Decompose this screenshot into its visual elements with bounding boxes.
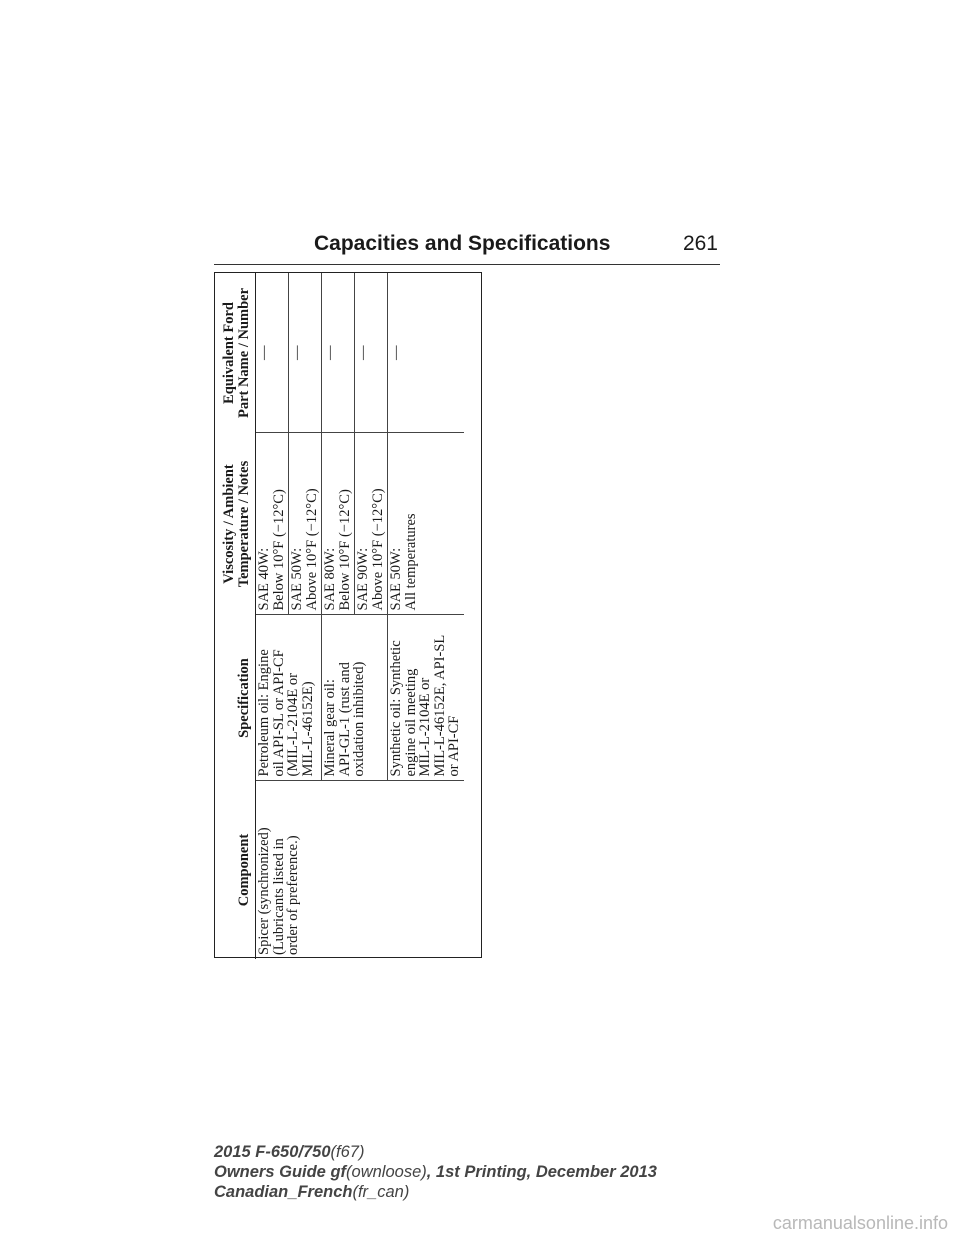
- spec-cell-mineral: Mineral gear oil: API-GL-1 (rust and oxidation inhibited): [322, 615, 388, 781]
- column-header-specification: Specification: [215, 615, 256, 781]
- part-number-cell: —: [256, 273, 289, 433]
- column-header-part-number: Equivalent Ford Part Name / Number: [215, 273, 256, 433]
- section-title: Capacities and Specifications: [314, 232, 611, 255]
- spec-table: [215, 273, 464, 959]
- lubricant-spec-table: [214, 272, 482, 958]
- viscosity-cell: SAE 80W: Below 10°F (−12°C): [322, 433, 355, 615]
- viscosity-cell: SAE 50W: Above 10°F (−12°C): [289, 433, 322, 615]
- rotated-table-container: [215, 273, 483, 959]
- component-cell: Spicer (synchronized) (Lubricants listed in order of preference.): [256, 781, 464, 959]
- table-row: [256, 273, 289, 959]
- page-number: 261: [682, 232, 718, 255]
- table-header-row: [215, 273, 256, 959]
- column-header-viscosity: Viscosity / Ambient Temperature / Notes: [215, 433, 256, 615]
- part-number-cell: —: [388, 345, 404, 360]
- viscosity-cell: SAE 50W: All temperatures: [388, 433, 464, 615]
- part-number-cell: —: [289, 273, 322, 433]
- column-header-component: Component: [215, 781, 256, 959]
- part-number-cell: —: [322, 273, 355, 433]
- page-header: [214, 230, 720, 265]
- spec-cell-synthetic: Synthetic oil: Synthetic engine oil meeting MIL-L-2104E or MIL-L-46152E, API-SL or API-CF: [388, 615, 464, 781]
- part-number-cell: —: [355, 273, 388, 433]
- watermark: carmanualsonline.info: [772, 1213, 948, 1233]
- viscosity-cell: SAE 90W: Above 10°F (−12°C): [355, 433, 388, 615]
- viscosity-cell: SAE 40W: Below 10°F (−12°C): [256, 433, 289, 615]
- print-footer: [214, 1142, 657, 1202]
- footer-line-model: 2015 F-650/750(f67): [214, 1143, 365, 1161]
- footer-line-guide: Owners Guide gf(ownloose), 1st Printing, December 2013: [214, 1163, 657, 1181]
- spec-cell-petroleum: Petroleum oil: Engine oil API-SL or API-CF (MIL-L-2104E or MIL-L-46152E): [256, 615, 322, 781]
- footer-line-language: Canadian_French(fr_can): [214, 1183, 410, 1201]
